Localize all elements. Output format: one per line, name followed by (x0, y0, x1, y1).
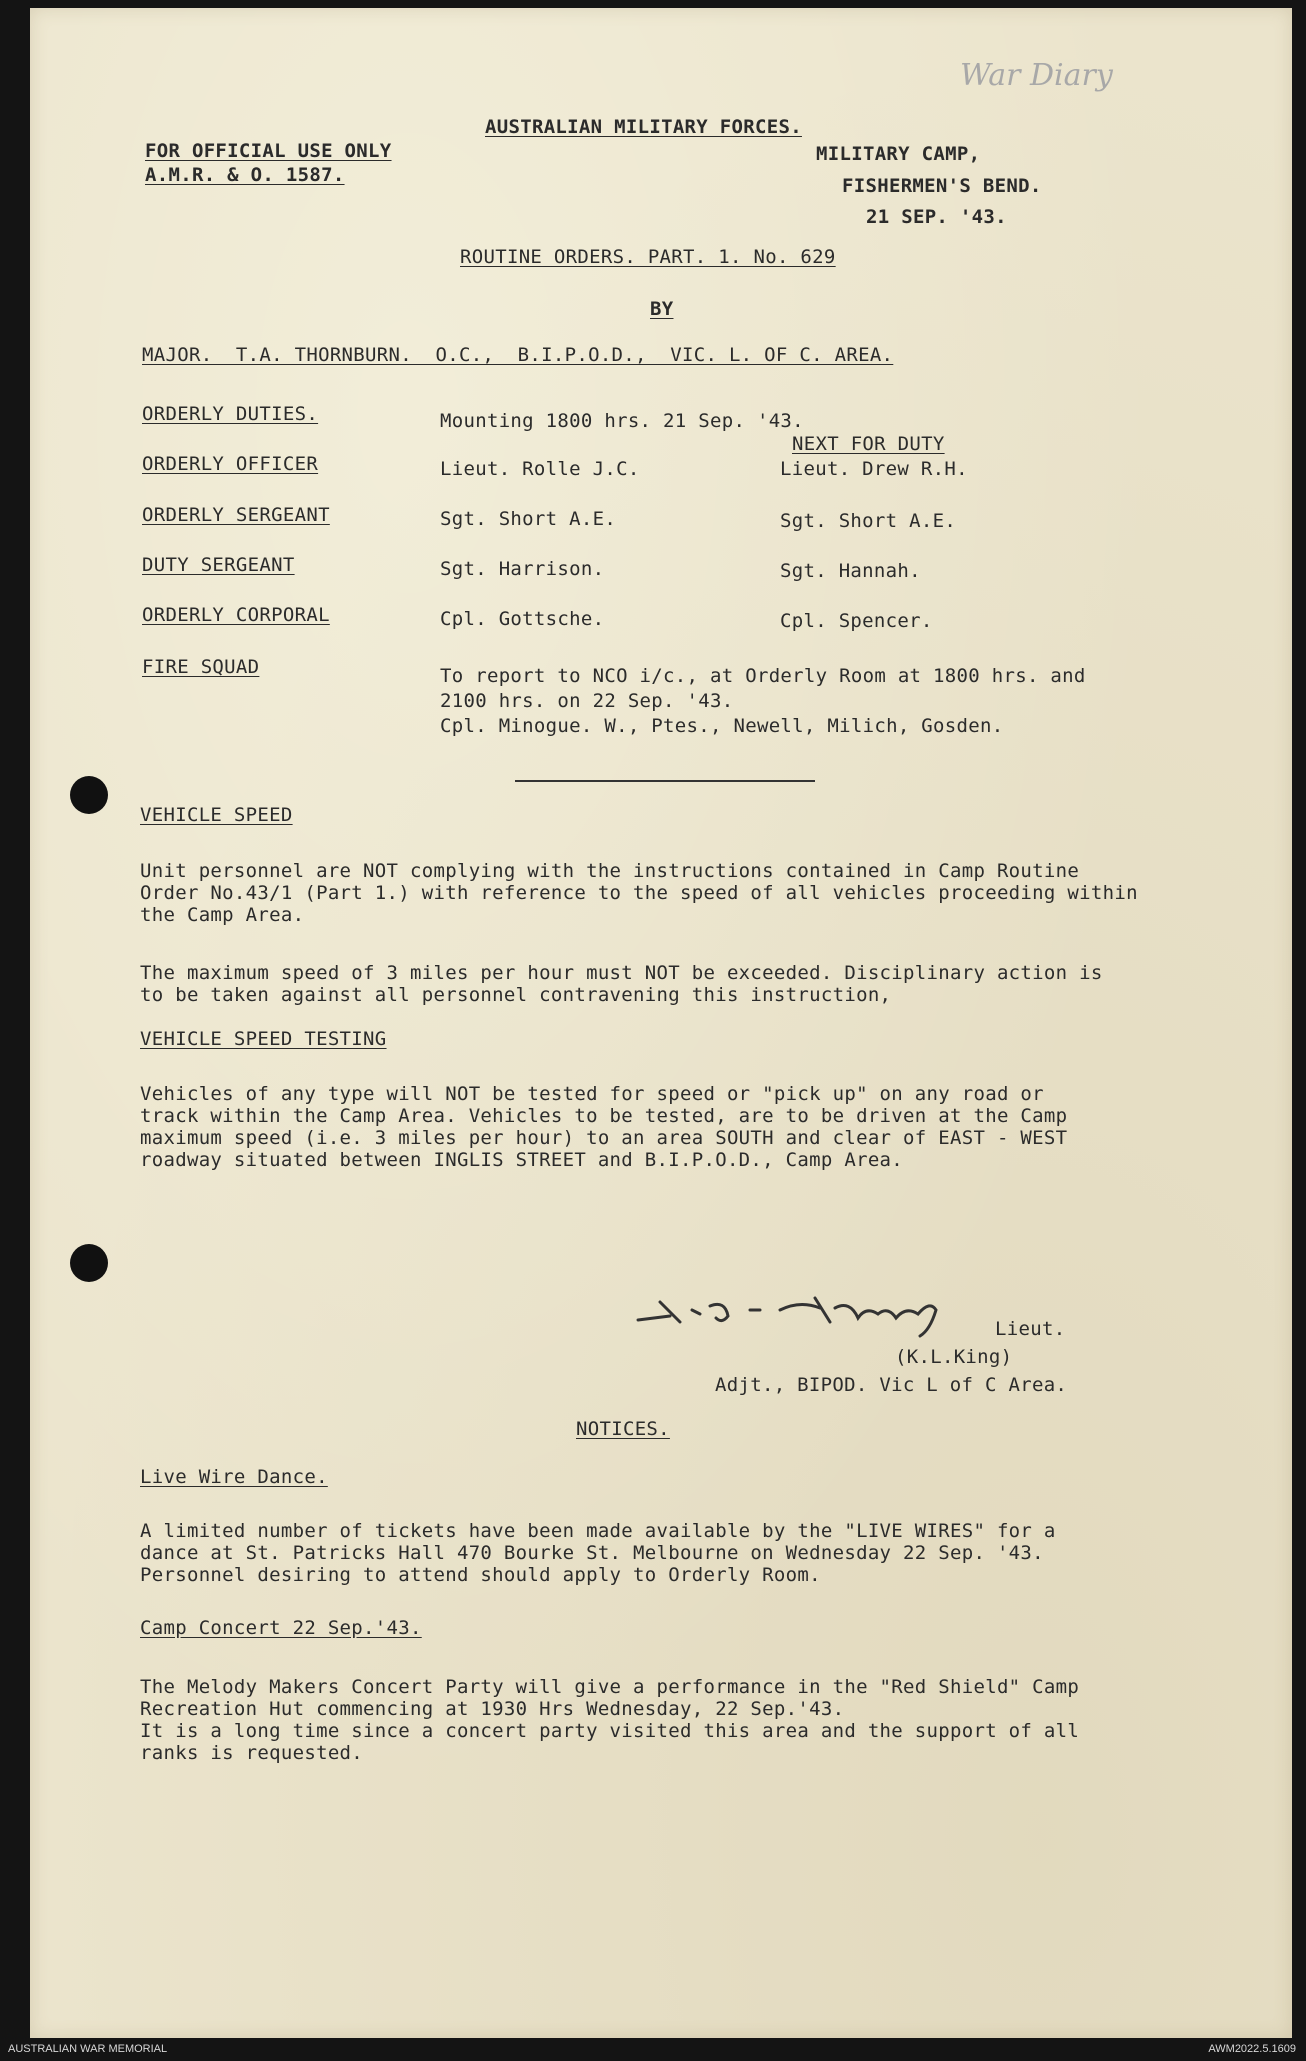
archive-footer-left: AUSTRALIAN WAR MEMORIAL (8, 2043, 168, 2055)
classification-line-2: A.M.R. & O. 1587. (145, 164, 345, 186)
location-line-1: MILITARY CAMP, (816, 143, 981, 165)
fire-squad-line-3: Cpl. Minogue. W., Ptes., Newell, Milich, Gosden. (440, 715, 1004, 737)
vehicle-speed-para-1: Unit personnel are NOT complying with the instructions contained in Camp Routine Order No.43/1 (Part 1.) with reference to the speed of all vehicles proceeding within the Camp Area. (140, 860, 1138, 926)
duty-role: ORDERLY CORPORAL (142, 604, 330, 626)
document-date: 21 SEP. '43. (866, 206, 1007, 228)
notice-body: The Melody Makers Concert Party will give a performance in the "Red Shield" Camp Recreation Hut commencing at 1930 Hrs Wednesday, 22 Sep.'43. It is a long time since a concert party visited this area and the support of all ranks is requested. (140, 1676, 1080, 1764)
next-for-duty-label: NEXT FOR DUTY (792, 433, 945, 455)
classification-line-1: FOR OFFICIAL USE ONLY (145, 140, 392, 162)
notice-title: Camp Concert 22 Sep.'43. (140, 1617, 422, 1639)
vehicle-speed-testing-heading: VEHICLE SPEED TESTING (140, 1028, 387, 1050)
duty-current: Cpl. Gottsche. (440, 608, 605, 630)
duties-label: ORDERLY DUTIES. (142, 403, 319, 425)
duty-current: Sgt. Harrison. (440, 558, 605, 580)
archive-footer-right: AWM2022.5.1609 (1208, 2043, 1296, 2055)
notice-title: Live Wire Dance. (140, 1466, 328, 1488)
document-page (30, 8, 1292, 2038)
vehicle-speed-para-2: The maximum speed of 3 miles per hour must NOT be exceeded. Disciplinary action is to be taken against all personnel contravening this instruction, (140, 962, 1103, 1006)
duty-current: Lieut. Rolle J.C. (440, 458, 640, 480)
duty-role: ORDERLY OFFICER (142, 453, 319, 475)
notices-heading: NOTICES. (576, 1418, 670, 1440)
orders-issuer: MAJOR. T.A. THORNBURN. O.C., B.I.P.O.D., VIC. L. OF C. AREA. (142, 344, 894, 366)
duties-mounting: Mounting 1800 hrs. 21 Sep. '43. (440, 410, 804, 432)
signature-name: (K.L.King) (895, 1346, 1013, 1368)
duty-current: Sgt. Short A.E. (440, 508, 617, 530)
orders-by: BY (650, 298, 674, 320)
fire-squad-label: FIRE SQUAD (142, 656, 260, 678)
vehicle-speed-heading: VEHICLE SPEED (140, 804, 293, 826)
duty-next: Sgt. Short A.E. (780, 510, 957, 532)
signature-rank: Lieut. (995, 1318, 1066, 1340)
punch-hole-bottom (70, 1244, 108, 1282)
duty-role: DUTY SERGEANT (142, 554, 295, 576)
vehicle-speed-testing-para: Vehicles of any type will NOT be tested for speed or "pick up" on any road or track within the Camp Area. Vehicles to be tested, are to be driven at the Camp maximum speed (i.e. 3 miles per hour) to an area SOUTH and clear of EAST - WEST roadway situated between INGLIS STREET and B.I.P.O.D., Camp Area. (140, 1083, 1068, 1171)
handwritten-signature (630, 1270, 1050, 1340)
signature-appointment: Adjt., BIPOD. Vic L of C Area. (715, 1374, 1068, 1396)
location-line-2: FISHERMEN'S BEND. (842, 175, 1042, 197)
document-title: AUSTRALIAN MILITARY FORCES. (485, 116, 802, 138)
duty-next: Sgt. Hannah. (780, 560, 921, 582)
section-divider (515, 780, 815, 782)
fire-squad-line-2: 2100 hrs. on 22 Sep. '43. (440, 690, 734, 712)
notice-body: A limited number of tickets have been made available by the "LIVE WIRES" for a dance at St. Patricks Hall 470 Bourke St. Melbourne on Wednesday 22 Sep. '43. Personnel desiring to attend should apply to Orderly Room. (140, 1520, 1056, 1586)
punch-hole-top (70, 776, 108, 814)
fire-squad-line-1: To report to NCO i/c., at Orderly Room at 1800 hrs. and (440, 665, 1086, 687)
orders-title: ROUTINE ORDERS. PART. 1. No. 629 (460, 246, 836, 268)
duty-role: ORDERLY SERGEANT (142, 504, 330, 526)
duty-next: Lieut. Drew R.H. (780, 458, 968, 480)
duty-next: Cpl. Spencer. (780, 610, 933, 632)
pencil-annotation: War Diary (960, 58, 1113, 93)
